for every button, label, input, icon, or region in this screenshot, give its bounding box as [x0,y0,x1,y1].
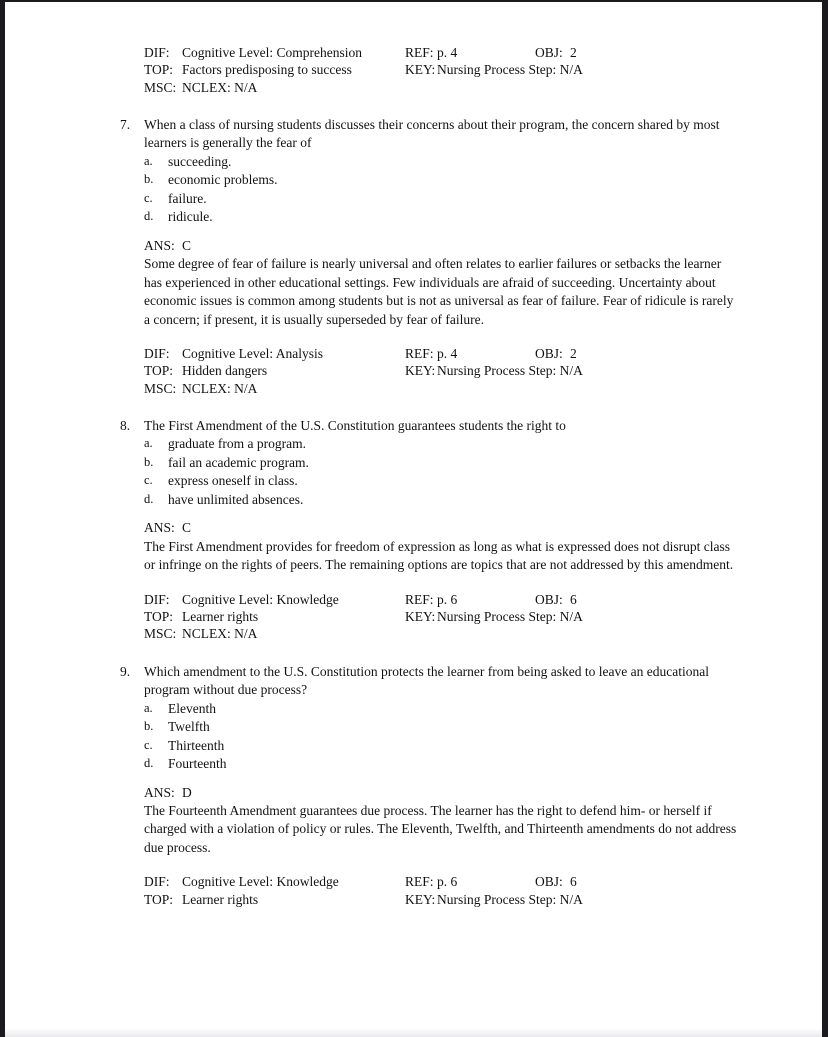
answer-value: C [182,237,192,253]
question-block [120,663,740,908]
meta-label: KEY: [405,62,436,78]
meta-value: 2 [570,45,577,60]
meta-value: Factors predisposing to success [182,62,352,78]
option-letter: d. [144,209,154,224]
answer-block [144,784,738,858]
meta-row [144,608,405,625]
meta-label: OBJ: [535,874,563,890]
answer-value: C [182,520,192,536]
meta-value: Learner rights [182,609,259,625]
option-letter: b. [144,719,154,734]
meta-right-column [405,591,738,643]
option-text: economic problems. [168,172,278,188]
meta-value: p. 4 [437,346,458,362]
answer-line [144,519,738,537]
answer-label: ANS: [144,784,175,800]
option-text: graduate from a program. [168,436,306,452]
question-number: 8. [120,417,131,433]
meta-value: 6 [570,591,577,607]
meta-label: OBJ: [535,45,563,60]
question-stem: Which amendment to the U.S. Constitution protects the learner from being asked to leave an educational program without due process? [144,663,709,698]
option-letter: c. [144,190,153,205]
meta-label: DIF: [144,591,170,607]
option-text: Eleventh [168,700,216,716]
meta-label: KEY: [405,609,436,625]
option-letter: a. [144,436,153,451]
meta-value: NCLEX: N/A [182,79,258,95]
meta-right-column [405,345,738,397]
answer-block [144,237,738,329]
meta-row [405,608,738,625]
meta-row [144,362,405,379]
answer-value: D [182,784,192,800]
answer-label: ANS: [144,520,175,536]
meta-label: REF: [405,591,434,607]
meta-value: 6 [570,874,577,890]
answer-label: ANS: [144,237,175,253]
answer-option [144,454,738,472]
meta-value: p. 6 [437,874,458,890]
meta-label: TOP: [144,363,174,379]
meta-left-column [144,345,405,397]
question-meta-block [144,591,738,643]
meta-row [405,44,738,61]
meta-row [144,625,405,642]
meta-label: MSC: [144,380,177,396]
answer-block [144,519,738,574]
answer-rationale: Some degree of fear of failure is nearly universal and often relates to earlier failures or setbacks the learner has experienced in other educational settings. Few individuals are afraid of succeeding. Uncertainty about economic issues is common among students but is not as universal as fear of failure. Fear of ridicule is rarely a concern; if present, it is usually superseded by fear of failure. [144,256,734,327]
answer-rationale: The Fourteenth Amendment guarantees due process. The learner has the right to defend him- or herself if charged with a violation of policy or rules. The Eleventh, Twelfth, and Thirteenth amendments do not address due process. [144,802,737,855]
meta-value: Nursing Process Step: N/A [437,891,583,907]
option-text: express oneself in class. [168,473,298,489]
option-text: ridicule. [168,209,213,225]
answer-rationale: The First Amendment provides for freedom of expression as long as what is expressed does not disrupt class or infringe on the rights of peers. The remaining options are topics that are not addressed by this amendment. [144,538,734,573]
meta-value: Nursing Process Step: N/A [437,609,583,625]
meta-label: KEY: [405,363,436,379]
answer-option [144,190,738,208]
meta-value: p. 6 [437,591,458,607]
meta-row [405,591,738,608]
meta-label: TOP: [144,62,174,78]
meta-label: MSC: [144,626,177,642]
meta-value: Nursing Process Step: N/A [437,62,583,78]
meta-label: REF: [405,346,434,362]
question-body [144,116,738,397]
question-meta-block [144,345,738,397]
meta-row [405,362,738,379]
answer-option [144,171,738,189]
meta-left-column [144,44,405,96]
meta-value: NCLEX: N/A [182,626,258,642]
question-body [144,417,738,643]
meta-row [144,44,405,61]
option-text: succeeding. [168,153,232,169]
page-edge-top [0,0,828,2]
answer-option [144,472,738,490]
meta-label: REF: [405,45,434,60]
page-edge-bottom [5,1028,822,1037]
answer-line [144,784,738,802]
option-letter: d. [144,756,154,771]
meta-value: NCLEX: N/A [182,380,258,396]
answer-option [144,153,738,171]
option-text: Twelfth [168,719,210,735]
option-letter: a. [144,700,153,715]
meta-label: MSC: [144,79,177,95]
option-text: Thirteenth [168,737,225,753]
meta-label: OBJ: [535,591,563,607]
answer-option [144,491,738,509]
meta-row [405,345,738,362]
meta-row [405,891,738,908]
meta-row [144,79,405,96]
meta-row [405,61,738,78]
meta-right-column [405,44,738,96]
answer-option [144,435,738,453]
meta-label: OBJ: [535,346,563,362]
meta-label: DIF: [144,346,170,362]
meta-row [144,873,405,890]
meta-row [144,61,405,78]
meta-value: p. 4 [437,45,458,60]
option-letter: c. [144,737,153,752]
meta-right-column [405,873,738,908]
question-number: 7. [120,116,131,132]
answer-option [144,208,738,226]
option-letter: c. [144,473,153,488]
option-text: failure. [168,190,207,206]
option-letter: a. [144,153,153,168]
option-letter: b. [144,172,154,187]
answer-option [144,737,738,755]
option-text: fail an academic program. [168,454,309,470]
meta-row [144,345,405,362]
meta-row [144,380,405,397]
option-text: have unlimited absences. [168,491,304,507]
meta-value: Nursing Process Step: N/A [437,363,583,379]
meta-value: Hidden dangers [182,363,268,379]
option-text: Fourteenth [168,756,227,772]
meta-value: 2 [570,346,577,362]
meta-left-column [144,873,405,908]
meta-value: Learner rights [182,891,259,907]
question-body [144,663,738,908]
answer-option [144,755,738,773]
meta-value: Cognitive Level: Knowledge [182,591,339,607]
meta-row [144,891,405,908]
question-meta-block [144,44,740,96]
meta-value: Cognitive Level: Comprehension [182,45,362,60]
document-page [120,44,740,908]
option-letter: b. [144,454,154,469]
meta-label: DIF: [144,45,170,60]
question-number: 9. [120,663,131,679]
question-meta-block [144,873,738,908]
meta-label: DIF: [144,874,170,890]
option-letter: d. [144,491,154,506]
question-block [120,116,740,397]
answer-option [144,700,738,718]
meta-label: TOP: [144,609,174,625]
meta-row [144,591,405,608]
answer-line [144,237,738,255]
meta-label: KEY: [405,891,436,907]
meta-value: Cognitive Level: Analysis [182,346,323,362]
meta-label: REF: [405,874,434,890]
page-edge-right [822,0,828,1037]
meta-label: TOP: [144,891,174,907]
page-edge-left [0,0,5,1037]
question-stem: When a class of nursing students discusses their concerns about their program, the concern shared by most learners is generally the fear of [144,116,720,151]
question-stem: The First Amendment of the U.S. Constitution guarantees students the right to [144,417,566,433]
answer-option [144,718,738,736]
meta-row [405,873,738,890]
meta-left-column [144,591,405,643]
question-block [120,417,740,643]
meta-value: Cognitive Level: Knowledge [182,874,339,890]
